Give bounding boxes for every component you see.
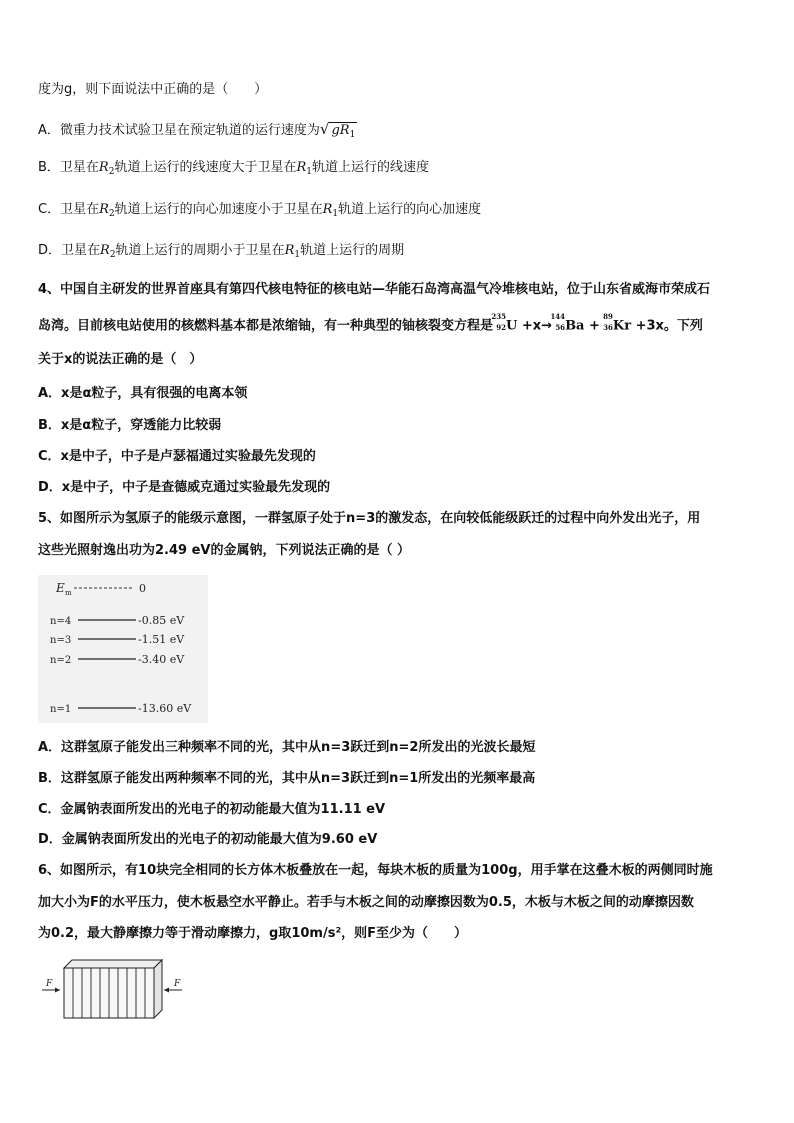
level-n3-value: -1.51 eV [138,633,185,646]
q6-stem-line1: 6、如图所示，有10块完全相同的长方体木板叠放在一起，每块木板的质量为100g，用手掌在这叠木板的两侧同时施 [38,863,713,878]
level-n2-value: -3.40 eV [138,653,185,666]
q4-option-d: D．x是中子，中子是查德威克通过实验最先发现的 [38,480,331,495]
q3-option-b: B．卫星在$R_2$轨道上运行的线速度大于卫星在$R_1$轨道上运行的线速度 [38,160,430,177]
level-n1-value: -13.60 eV [138,702,192,715]
q4-stem-line3: 关于x的说法正确的是（ ） [38,352,203,367]
q6-stem-line2: 加大小为F的水平压力，使木板悬空水平静止。若手与木板之间的动摩擦因数为0.5，木板与木板之间的动摩擦因数 [38,895,694,910]
force-arrow-left [55,988,60,993]
q5-stem-line2: 这些光照射逸出功为2.49 eV的金属钠，下列说法正确的是（ ） [38,543,411,558]
nuclide-ba144: 144 56 [550,312,566,332]
force-arrow-right [164,988,169,993]
force-label-right: F [174,979,181,989]
level-n2-label: n=2 [50,655,72,666]
level-n1-label: n=1 [50,704,72,715]
energy-zero-label: 0 [139,582,146,595]
q3-option-c: C．卫星在$R_2$轨道上运行的向心加速度小于卫星在$R_1$轨道上运行的向心加速度 [38,202,482,219]
nuclide-u235: 235 92 [491,312,507,332]
q4-option-a: A．x是α粒子，具有很强的电离本领 [38,386,248,401]
board-stack-diagram [38,956,188,1022]
level-n3-label: n=3 [50,635,72,646]
q5-stem-line1: 5、如图所示为氢原子的能级示意图，一群氢原子处于n=3的激发态，在向较低能级跃迁的过程中向外发出光子，用 [38,511,701,526]
q3-option-d: D．卫星在$R_2$轨道上运行的周期小于卫星在$R_1$轨道上运行的周期 [38,243,405,260]
q5-option-d: D．金属钠表面所发出的光电子的初动能最大值为9.60 eV [38,832,378,847]
energy-axis-label: E [56,581,65,595]
q3-option-a: A．微重力技术试验卫星在预定轨道的运行速度为√ $gR_1$ [38,120,356,140]
q4-stem-line2: 岛湾。目前核电站使用的核燃料基本都是浓缩铀，有一种典型的铀核裂变方程是 235 92 U +x→ 144 56 Ba + 89 36 Kr +3x。下列 [38,312,703,334]
board-stack-top [64,960,162,968]
q5-option-c: C．金属钠表面所发出的光电子的初动能最大值为11.11 eV [38,802,386,817]
q6-stem-line3: 为0.2，最大静摩擦力等于滑动摩擦力，g取10m/s²，则F至少为（ ） [38,926,468,941]
level-n4-label: n=4 [50,616,72,627]
q4-option-c: C．x是中子，中子是卢瑟福通过实验最先发现的 [38,449,316,464]
nuclide-kr89: 89 36 [603,312,613,332]
energy-level-diagram [38,575,208,723]
force-label-left: F [46,979,53,989]
level-n4-value: -0.85 eV [138,614,185,627]
q4-option-b: B．x是α粒子，穿透能力比较弱 [38,418,222,433]
q4-stem-line1: 4、中国自主研发的世界首座具有第四代核电特征的核电站—华能石岛湾高温气冷堆核电站，位于山东省威海市荣成石 [38,282,711,297]
q5-option-b: B．这群氢原子能发出两种频率不同的光，其中从n=3跃迁到n=1所发出的光频率最高 [38,771,536,786]
q3-stem-tail: 度为g，则下面说法中正确的是（ ） [38,82,268,97]
q5-option-a: A．这群氢原子能发出三种频率不同的光，其中从n=3跃迁到n=2所发出的光波长最短 [38,740,536,755]
energy-axis-subscript: m [65,589,72,597]
sqrt-gr1: $gR_1$ [331,123,356,140]
board-stack-side [154,960,162,1018]
